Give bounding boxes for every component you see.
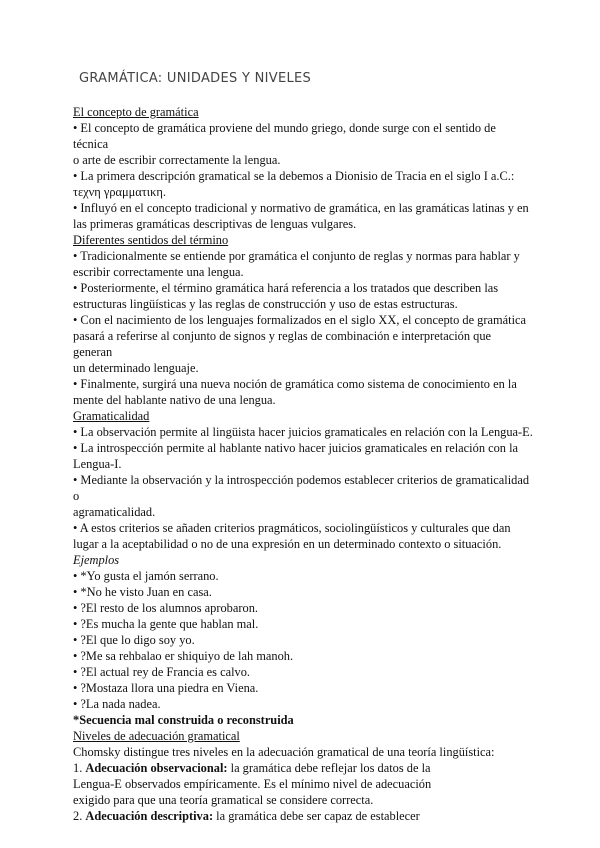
- level-1-line: [73, 760, 533, 776]
- paragraph-line: • Tradicionalmente se entiende por gramática el conjunto de reglas y normas para hablar y: [73, 249, 520, 263]
- example-item: • ?El actual rey de Francia es calvo.: [73, 665, 251, 679]
- example-item: • *Yo gusta el jamón serrano.: [73, 569, 219, 583]
- page-title: GRAMÁTICA: UNIDADES Y NIVELES: [79, 71, 312, 86]
- level-term: Adecuación descriptiva:: [85, 809, 214, 823]
- section-heading-ejemplos: Ejemplos: [73, 553, 120, 567]
- paragraph-line: • Con el nacimiento de los lenguajes formalizados en el siglo XX, el concepto de gramática: [73, 313, 527, 327]
- level-text: la gramática debe ser capaz de establecer: [213, 809, 420, 823]
- paragraph-line: estructuras lingüísticas y las reglas de construcción y uso de estas estructuras.: [73, 297, 458, 311]
- level-number: 1.: [73, 761, 86, 775]
- paragraph-line: las primeras gramáticas descriptivas de lenguas vulgares.: [73, 217, 357, 231]
- paragraph-line: Lengua-E observados empíricamente. Es el mínimo nivel de adecuación: [73, 777, 432, 791]
- paragraph-line: • Posteriormente, el término gramática hará referencia a los tratados que describen las: [73, 281, 499, 295]
- section-heading-concepto: El concepto de gramática: [73, 105, 199, 119]
- example-item: • *No he visto Juan en casa.: [73, 585, 212, 599]
- example-item: • ?El resto de los alumnos aprobaron.: [73, 601, 258, 615]
- example-item: • ?Es mucha la gente que hablan mal.: [73, 617, 259, 631]
- paragraph-line: escribir correctamente una lengua.: [73, 265, 244, 279]
- level-number: 2.: [73, 809, 86, 823]
- paragraph-line: pasará a referirse al conjunto de signos y reglas de combinación e interpretación que generan: [73, 329, 492, 359]
- paragraph-line: • Finalmente, surgirá una nueva noción de gramática como sistema de conocimiento en la: [73, 377, 517, 391]
- paragraph-line: o arte de escribir correctamente la lengua.: [73, 153, 281, 167]
- paragraph-line: • La observación permite al lingüista hacer juicios gramaticales en relación con la Lengua-E.: [73, 425, 533, 439]
- example-note: *Secuencia mal construida o reconstruida: [73, 713, 294, 727]
- example-item: • ?El que lo digo soy yo.: [73, 633, 195, 647]
- paragraph-line: • El concepto de gramática proviene del mundo griego, donde surge con el sentido de técnica: [73, 121, 496, 151]
- paragraph-line: • Influyó en el concepto tradicional y normativo de gramática, en las gramáticas latinas y en: [73, 201, 529, 215]
- example-item: • ?Me sa rehbalao er shiquiyo de lah manoh.: [73, 649, 294, 663]
- example-item: • ?La nada nadea.: [73, 697, 161, 711]
- paragraph-line: Lengua-I.: [73, 457, 122, 471]
- paragraph-line: • A estos criterios se añaden criterios pragmáticos, sociolingüísticos y culturales que dan: [73, 521, 511, 535]
- paragraph-line: • La primera descripción gramatical se la debemos a Dionisio de Tracia en el siglo I a.C.:: [73, 169, 515, 183]
- paragraph-line: un determinado lenguaje.: [73, 361, 199, 375]
- level-text: la gramática debe reflejar los datos de la: [227, 761, 431, 775]
- section-heading-sentidos: Diferentes sentidos del término: [73, 233, 229, 247]
- paragraph-line: agramaticalidad.: [73, 505, 156, 519]
- paragraph-line: • La introspección permite al hablante nativo hacer juicios gramaticales en relación con la: [73, 441, 519, 455]
- level-term: Adecuación observacional:: [85, 761, 228, 775]
- paragraph-line: mente del hablante nativo de una lengua.: [73, 393, 276, 407]
- document-body: [73, 104, 533, 824]
- paragraph-line: • Mediante la observación y la introspección podemos establecer criterios de gramaticalidad o: [73, 473, 530, 503]
- greek-term: τεχνη γραμματικη.: [73, 185, 166, 199]
- level-2-line: [73, 808, 533, 824]
- example-item: • ?Mostaza llora una piedra en Viena.: [73, 681, 259, 695]
- section-heading-niveles: Niveles de adecuación gramatical: [73, 729, 240, 743]
- paragraph-line: lugar a la aceptabilidad o no de una expresión en un determinado contexto o situación.: [73, 537, 502, 551]
- paragraph-line: Chomsky distingue tres niveles en la adecuación gramatical de una teoría lingüística:: [73, 745, 495, 759]
- paragraph-line: exigido para que una teoría gramatical se considere correcta.: [73, 793, 374, 807]
- section-heading-gramaticalidad: Gramaticalidad: [73, 409, 150, 423]
